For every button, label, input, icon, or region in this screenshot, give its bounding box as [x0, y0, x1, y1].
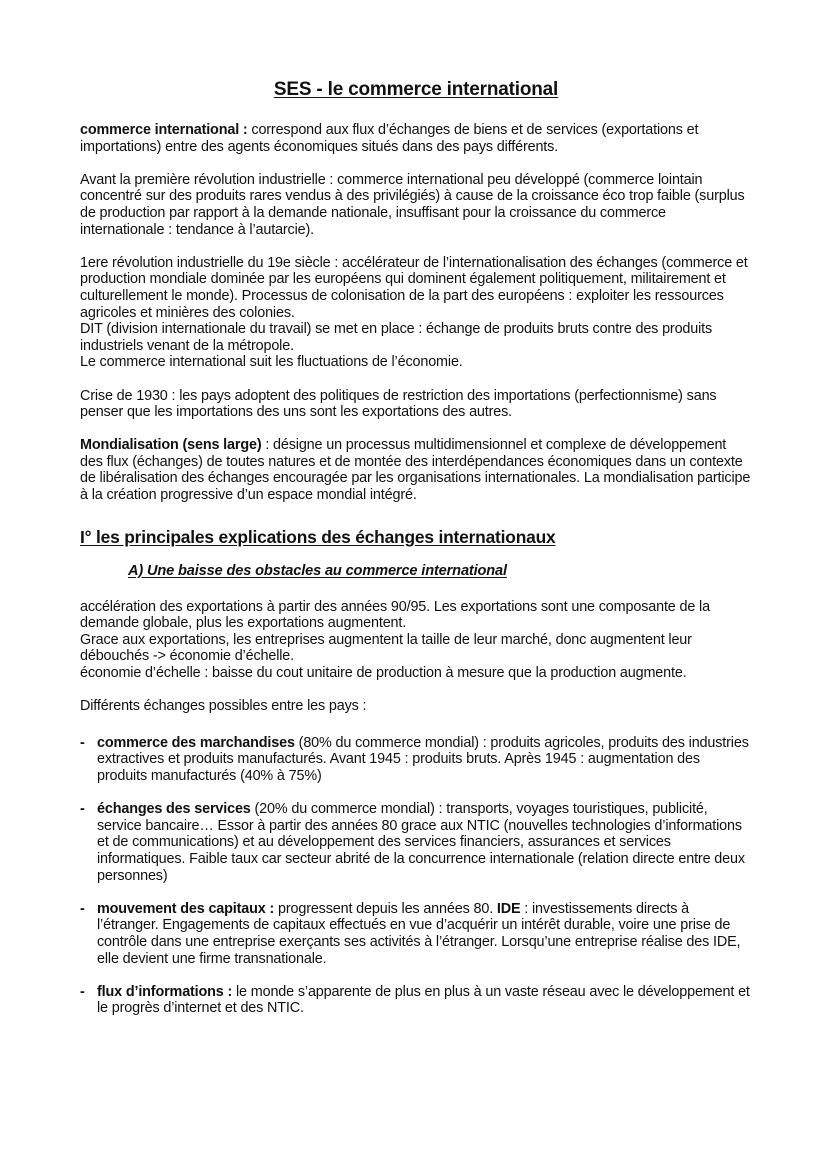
bullet-text: (20% du commerce mondial) : transports, voyages touristiques, publicité, service bancaire… Essor à partir des années 80 grace aux NTIC (nouvelles technologies d’informations et de communications) et au développement des services financiers, assurances et services informatiques. Faible taux car secteur abrité de la concurrence internationale (relation directe entre deux personnes) — [97, 801, 745, 884]
list-item-capitaux — [80, 901, 752, 967]
dit-line: DIT (division internationale du travail) se met en place : échange de produits bruts contre des produits industriels venant de la métropole. — [80, 321, 713, 354]
bullet-dash: - — [80, 900, 85, 917]
bullet-term: flux d’informations : — [97, 983, 233, 1000]
economie-echelle-line: économie d’échelle : baisse du cout unitaire de production à mesure que la production augmente. — [80, 665, 687, 682]
definition-text: correspond aux flux d’échanges de biens et de services (exportations et importations) entre des agents économiques situés dans des pays différents. — [80, 122, 699, 155]
bullet-term: commerce des marchandises — [97, 734, 295, 751]
paragraph-industrial-revolution — [80, 255, 752, 371]
definition-text: : désigne un processus multidimensionnel et complexe de développement des flux (échanges) de toutes natures et de montée des interdépendances économiques dans un contexte de libéralisation des échanges encouragée par les organisations internationales. La mondialisation participe à la création progressive d’un espace mondial intégré. — [80, 437, 751, 504]
section-heading: I° les principales explications des échanges internationaux — [80, 526, 556, 547]
definition-commerce-international — [80, 122, 752, 155]
subsection-heading: A) Une baisse des obstacles au commerce international — [128, 562, 507, 579]
definition-term: commerce international : — [80, 122, 248, 138]
bullet-text: (80% du commerce mondial) : produits agricoles, produits des industries extractives et produits manufacturés. Avant 1945 : produits bruts. Après 1945 : augmentation des produits manufacturés (40% à 75%) — [97, 734, 749, 784]
paragraph-exportations — [80, 599, 752, 682]
fluctuations-line: Le commerce international suit les fluctuations de l’économie. — [80, 354, 463, 371]
definition-mondialisation — [80, 437, 752, 503]
bullet-term: mouvement des capitaux : — [97, 900, 275, 917]
bullet-term: échanges des services — [97, 801, 251, 818]
bullet-text-ide: : investissements directs à l’étranger. Engagements de capitaux effectués en vue d’acquérir un intérêt durable, voire une prise de contrôle dans une entreprise exerçants ses activités à l’étranger. Lorsqu’une entreprise réalise des IDE, elle devient une firme transnationale. — [97, 900, 741, 967]
list-item-informations — [80, 984, 752, 1017]
list-item-marchandises — [80, 735, 752, 785]
document-title: SES - le commerce international — [273, 79, 559, 100]
bullet-term-ide: IDE — [496, 900, 521, 917]
paragraph-crise-1930: Crise de 1930 : les pays adoptent des politiques de restriction des importations (perfectionnisme) sans penser que les importations des uns sont les exportations des autres. — [80, 387, 717, 421]
revolution-line: 1ere révolution industrielle du 19e siècle : accélérateur de l’internationalisation des échanges (commerce et production mondiale dominée par les européens qui dominent également politiquement, militairement et culturellement le monde). Processus de colonisation de la part des européens : exploiter les ressources agricoles et minières des colonies. — [80, 254, 748, 321]
list-item-services — [80, 801, 752, 884]
exchange-types-list — [80, 735, 752, 1017]
list-intro: Différents échanges possibles entre les pays : — [80, 698, 367, 715]
bullet-dash: - — [80, 983, 85, 1000]
paragraph-pre-industrial: Avant la première révolution industrielle : commerce international peu développé (commerce lointain concentré sur des produits rares vendus à des privilégiés) à cause de la croissance éco trop faible (surplus de production par rapport à la demande nationale, insuffisant pour la croissance du commerce internationale : tendance à l’autarcie). — [80, 171, 745, 238]
definition-term: Mondialisation (sens large) — [80, 437, 262, 454]
exportations-line: accélération des exportations à partir des années 90/95. Les exportations sont une composante de la demande globale, plus les exportations augmentent. — [80, 598, 710, 632]
bullet-dash: - — [80, 734, 85, 751]
bullet-text: progressent depuis les années 80. — [274, 900, 497, 917]
bullet-dash: - — [80, 801, 85, 818]
marche-line: Grace aux exportations, les entreprises augmentent la taille de leur marché, donc augmentent leur débouchés -> économie d’échelle. — [80, 631, 692, 665]
document-page — [80, 78, 752, 1034]
bullet-text: le monde s’apparente de plus en plus à un vaste réseau avec le développement et le progrès d’internet et des NTIC. — [97, 983, 750, 1017]
